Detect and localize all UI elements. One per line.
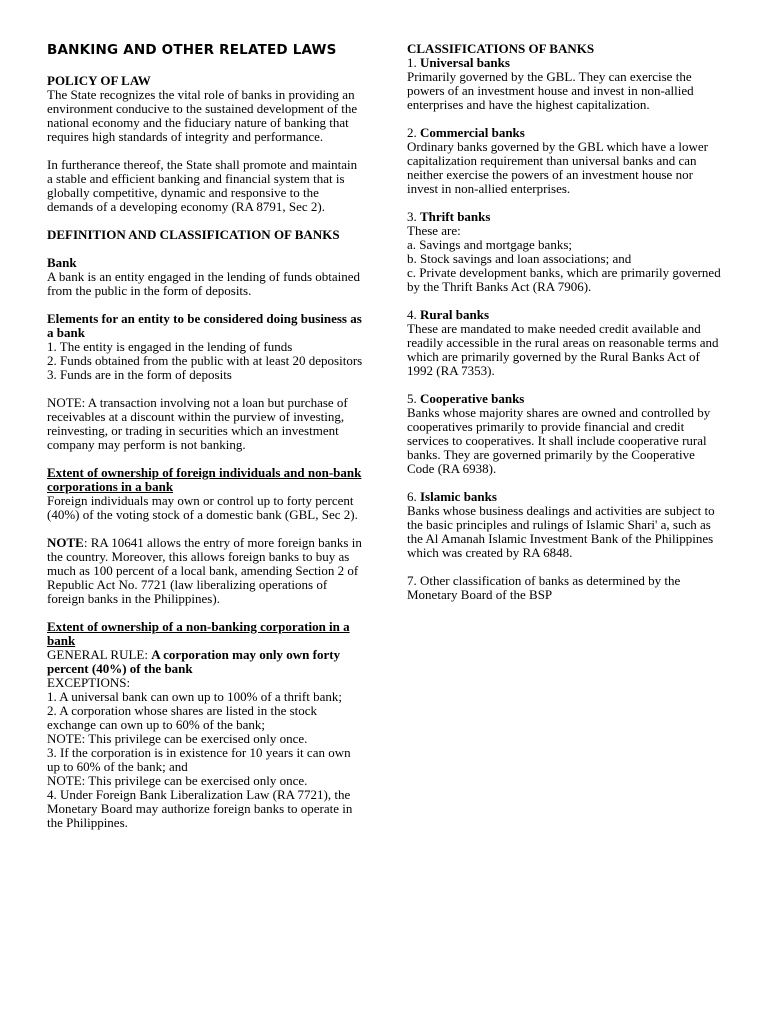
left-column	[47, 42, 365, 844]
classification-thrift-text: These are: a. Savings and mortgage banks; b. Stock savings and loan associations; and c. Private development banks, which are primarily governed by the Thrift Banks Act (RA 7906).	[407, 223, 721, 294]
classification-thrift-title: 3. Thrift banks	[407, 209, 491, 224]
list-item: 3. Funds are in the form of deposits	[47, 367, 232, 382]
definition-heading: DEFINITION AND CLASSIFICATION OF BANKS	[47, 227, 340, 242]
policy-section	[47, 74, 365, 144]
list-item: 1. The entity is engaged in the lending of funds	[47, 339, 293, 354]
foreign-ownership-heading: Extent of ownership of foreign individuals and non-bank corporations in a bank	[47, 465, 362, 494]
classification-commercial-text: Ordinary banks governed by the GBL which have a lower capitalization requirement than universal banks and can neither exercise the powers of an investment house nor invest in non-allied enterprises.	[407, 139, 708, 196]
nonbank-ownership-heading: Extent of ownership of a non-banking corporation in a bank	[47, 619, 350, 648]
classification-universal-title: 1. Universal banks	[407, 55, 510, 70]
policy-heading: POLICY OF LAW	[47, 73, 151, 88]
classification-commercial	[407, 126, 725, 196]
exceptions-label: EXCEPTIONS:	[47, 675, 131, 690]
document-title: BANKING AND OTHER RELATED LAWS	[47, 42, 337, 58]
classification-universal-text: Primarily governed by the GBL. They can exercise the powers of an investment house and invest in non-allied enterprises and have the highest capitalization.	[407, 69, 694, 112]
classification-rural	[407, 308, 725, 378]
list-item: NOTE: This privilege can be exercised only once.	[47, 773, 308, 788]
classification-cooperative-text: Banks whose majority shares are owned and controlled by cooperatives primarily to provide financial and credit services to cooperatives. It shall include cooperative rural banks. They are governed primarily by the Cooperative Code (RA 6938).	[407, 405, 711, 476]
definition-section	[47, 228, 365, 242]
note-ra10641	[47, 536, 365, 606]
note-ra10641-block	[47, 536, 365, 606]
classification-islamic-text: Banks whose business dealings and activities are subject to the basic principles and rulings of Islamic Shari' a, such as the Al Amanah Islamic Investment Bank of the Philippines which was created by RA 6848.	[407, 503, 715, 560]
policy-paragraph-1: The State recognizes the vital role of banks in providing an environment conducive to the sustained development of the national economy and the fiduciary nature of banking that requires high standards of integrity and performance.	[47, 87, 358, 144]
classification-islamic-title: 6. Islamic banks	[407, 489, 497, 504]
classification-islamic	[407, 490, 725, 560]
note-label: NOTE	[47, 535, 84, 550]
list-item: 4. Under Foreign Bank Liberalization Law (RA 7721), the Monetary Board may authorize foreign banks to operate in the Philippines.	[47, 787, 353, 830]
general-rule	[47, 648, 365, 676]
list-item: 3. If the corporation is in existence for 10 years it can own up to 60% of the bank; and	[47, 745, 351, 774]
bank-heading: Bank	[47, 255, 77, 270]
list-item: 1. A universal bank can own up to 100% of a thrift bank;	[47, 689, 342, 704]
classification-cooperative-title: 5. Cooperative banks	[407, 391, 525, 406]
elements-heading: Elements for an entity to be considered doing business as a bank	[47, 311, 362, 340]
list-item: 2. Funds obtained from the public with at least 20 depositors	[47, 353, 363, 368]
note-text: : RA 10641 allows the entry of more foreign banks in the country. Moreover, this allows foreign banks to buy as much as 100 percent of a local bank, amending Section 2 of Republic Act No. 7721 (law liberalizing operations of foreign banks in the Philippines).	[47, 535, 362, 606]
general-rule-label: GENERAL RULE:	[47, 647, 152, 662]
list-item: NOTE: This privilege can be exercised only once.	[47, 731, 308, 746]
foreign-ownership-text: Foreign individuals may own or control up to forty percent (40%) of the voting stock of a domestic bank (GBL, Sec 2).	[47, 493, 358, 522]
classification-rural-title: 4. Rural banks	[407, 307, 489, 322]
general-rule-text: A corporation may only own forty percent (40%) of the bank	[47, 647, 341, 676]
foreign-ownership-section	[47, 466, 365, 522]
bank-section	[47, 256, 365, 298]
bank-definition: A bank is an entity engaged in the lending of funds obtained from the public in the form of deposits.	[47, 269, 361, 298]
classification-cooperative	[407, 392, 725, 476]
classification-commercial-title: 2. Commercial banks	[407, 125, 525, 140]
classification-other-text: 7. Other classification of banks as determined by the Monetary Board of the BSP	[407, 573, 681, 602]
note-banking: NOTE: A transaction involving not a loan but purchase of receivables at a discount within the purview of investing, reinvesting, or trading in securities which an investment company may perform is not banking.	[47, 395, 348, 452]
note-banking-block	[47, 396, 365, 452]
classification-rural-text: These are mandated to make needed credit available and readily accessible in the rural areas on reasonable terms and which are primarily governed by the Rural Banks Act of 1992 (RA 7353).	[407, 321, 719, 378]
elements-section	[47, 312, 365, 382]
list-item: 2. A corporation whose shares are listed in the stock exchange can own up to 60% of the bank;	[47, 703, 318, 732]
classifications-section	[407, 42, 725, 112]
classifications-heading: CLASSIFICATIONS OF BANKS	[407, 41, 595, 56]
right-column	[407, 42, 725, 616]
nonbank-ownership-section	[47, 620, 365, 830]
policy-paragraph-2-block	[47, 158, 365, 214]
classification-other	[407, 574, 725, 602]
classification-thrift	[407, 210, 725, 294]
policy-paragraph-2: In furtherance thereof, the State shall promote and maintain a stable and efficient banking and financial system that is globally competitive, dynamic and responsive to the demands of a developing economy (RA 8791, Sec 2).	[47, 157, 358, 214]
